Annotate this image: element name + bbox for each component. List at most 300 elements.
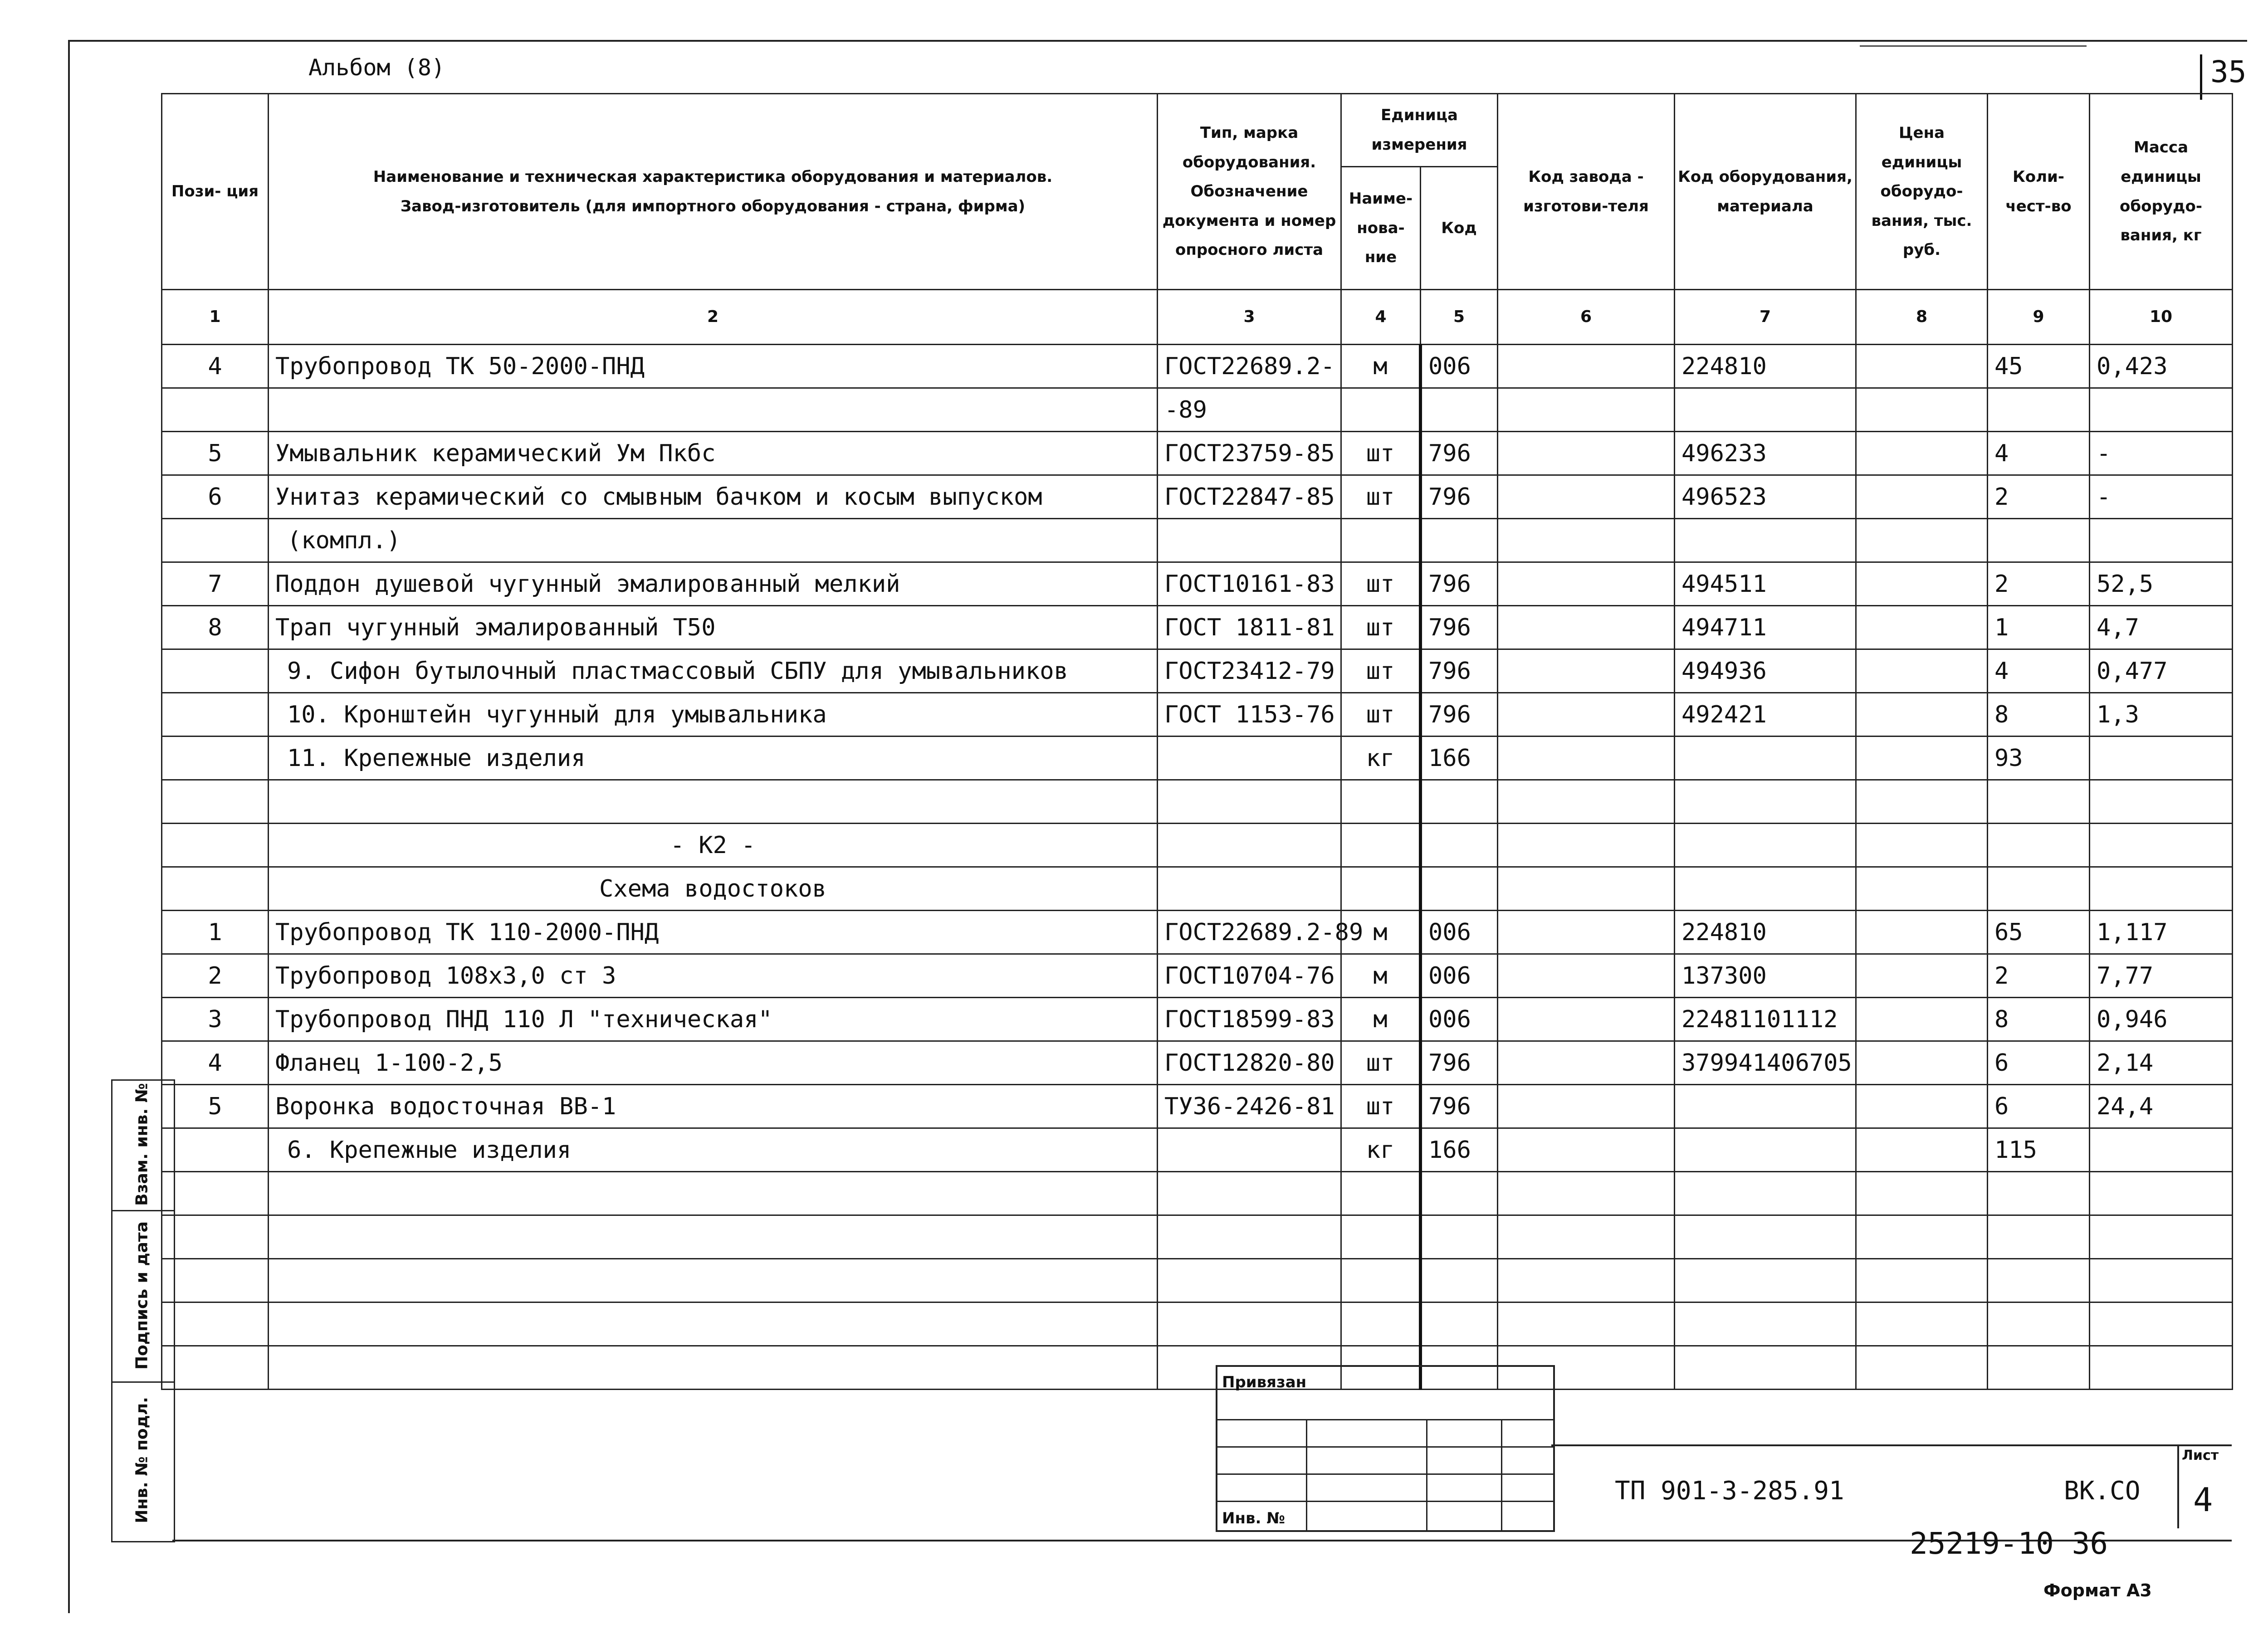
row-name: Трубопровод ТК 50-2000-ПНД — [269, 345, 1158, 388]
row-factory-code — [1498, 475, 1675, 519]
row-quantity: 2 — [1988, 475, 2090, 519]
row-mass: 0,477 — [2090, 649, 2233, 693]
row-unit — [1341, 780, 1421, 824]
stamp-line — [1217, 1501, 1553, 1502]
col-unit-header: Единица измерения — [1341, 94, 1498, 167]
row-factory-code — [1498, 1041, 1675, 1085]
row-factory-code — [1498, 780, 1675, 824]
row-document — [1158, 1259, 1341, 1302]
row-item-code: 494511 — [1675, 562, 1856, 606]
side-label-podpis: Подпись и дата — [132, 1221, 152, 1370]
row-name: 9. Сифон бутылочный пластмассовый СБПУ для умывальников — [269, 649, 1158, 693]
row-price — [1856, 954, 1988, 998]
row-position: 8 — [162, 606, 269, 649]
column-number: 1 — [162, 290, 269, 345]
row-unit-code: 796 — [1421, 693, 1498, 737]
row-unit — [1341, 1215, 1421, 1259]
row-unit: м — [1341, 954, 1421, 998]
column-number: 8 — [1856, 290, 1988, 345]
row-mass: 0,946 — [2090, 998, 2233, 1041]
row-quantity: 4 — [1988, 649, 2090, 693]
stamp-divider — [1306, 1419, 1307, 1530]
row-unit-code — [1421, 1215, 1498, 1259]
row-factory-code — [1498, 1172, 1675, 1215]
table-row — [162, 1259, 2233, 1302]
row-name — [269, 1302, 1158, 1346]
row-mass: 7,77 — [2090, 954, 2233, 998]
col-unit-code-header: Код — [1421, 167, 1498, 290]
row-factory-code — [1498, 954, 1675, 998]
row-unit — [1341, 388, 1421, 432]
row-name: Трубопровод 108х3,0 ст 3 — [269, 954, 1158, 998]
row-quantity — [1988, 824, 2090, 867]
row-mass: - — [2090, 475, 2233, 519]
row-quantity — [1988, 388, 2090, 432]
row-mass — [2090, 388, 2233, 432]
row-item-code — [1675, 1259, 1856, 1302]
row-mass — [2090, 1215, 2233, 1259]
row-item-code: 224810 — [1675, 345, 1856, 388]
row-quantity — [1988, 1259, 2090, 1302]
row-item-code: 492421 — [1675, 693, 1856, 737]
row-quantity — [1988, 519, 2090, 562]
row-item-code: 137300 — [1675, 954, 1856, 998]
col-quantity-header: Коли-чест-во — [1988, 94, 2090, 290]
table-row — [162, 1041, 2233, 1085]
row-price — [1856, 1128, 1988, 1172]
row-position — [162, 1302, 269, 1346]
row-mass — [2090, 780, 2233, 824]
table-row — [162, 824, 2233, 867]
column-number: 3 — [1158, 290, 1341, 345]
row-name — [269, 1259, 1158, 1302]
row-factory-code — [1498, 345, 1675, 388]
row-price — [1856, 780, 1988, 824]
row-quantity — [1988, 1302, 2090, 1346]
row-item-code — [1675, 388, 1856, 432]
row-name — [269, 780, 1158, 824]
row-document — [1158, 1172, 1341, 1215]
table-row — [162, 693, 2233, 737]
row-document: ГОСТ23412-79 — [1158, 649, 1341, 693]
row-item-code — [1675, 867, 1856, 911]
row-name: Умывальник керамический Ум Пкбс — [269, 432, 1158, 475]
row-name — [269, 388, 1158, 432]
row-quantity: 65 — [1988, 911, 2090, 954]
row-position — [162, 737, 269, 780]
row-unit: м — [1341, 998, 1421, 1041]
col-name-header-line1: Наименование и техническая характеристика оборудования и материалов. — [373, 167, 1053, 186]
column-number: 5 — [1421, 290, 1498, 345]
row-unit-code — [1421, 1172, 1498, 1215]
col-item-code-header: Код оборудования, материала — [1675, 94, 1856, 290]
row-price — [1856, 1346, 1988, 1390]
row-price — [1856, 519, 1988, 562]
row-unit-code: 796 — [1421, 606, 1498, 649]
row-document: ГОСТ22847-85 — [1158, 475, 1341, 519]
row-unit — [1341, 1259, 1421, 1302]
row-factory-code — [1498, 824, 1675, 867]
table-row — [162, 954, 2233, 998]
row-unit-code: 006 — [1421, 911, 1498, 954]
row-mass: - — [2090, 432, 2233, 475]
row-name — [269, 1215, 1158, 1259]
row-quantity: 1 — [1988, 606, 2090, 649]
row-mass: 24,4 — [2090, 1085, 2233, 1128]
row-mass: 1,3 — [2090, 693, 2233, 737]
row-item-code: 494711 — [1675, 606, 1856, 649]
row-price — [1856, 475, 1988, 519]
row-position: 6 — [162, 475, 269, 519]
row-mass — [2090, 824, 2233, 867]
row-document: ГОСТ22689.2-89 — [1158, 911, 1341, 954]
stamp-line — [1217, 1446, 1553, 1448]
table-row — [162, 345, 2233, 388]
privyazan-label: Привязан — [1222, 1373, 1307, 1391]
page-number: 35 — [2200, 54, 2246, 100]
row-position — [162, 1259, 269, 1302]
row-item-code — [1675, 824, 1856, 867]
row-factory-code — [1498, 562, 1675, 606]
column-number: 2 — [269, 290, 1158, 345]
row-unit-code — [1421, 388, 1498, 432]
row-document: ТУ36-2426-81 — [1158, 1085, 1341, 1128]
row-quantity — [1988, 1346, 2090, 1390]
row-unit: м — [1341, 345, 1421, 388]
row-price — [1856, 1302, 1988, 1346]
table-row — [162, 475, 2233, 519]
row-item-code — [1675, 1346, 1856, 1390]
column-number: 7 — [1675, 290, 1856, 345]
album-title: Альбом (8) — [308, 54, 445, 81]
row-item-code — [1675, 1085, 1856, 1128]
row-unit-code: 796 — [1421, 562, 1498, 606]
row-mass — [2090, 519, 2233, 562]
col-type-header: Тип, марка оборудования. Обозначение документа и номер опросного листа — [1158, 94, 1341, 290]
table-row — [162, 911, 2233, 954]
table-row — [162, 1085, 2233, 1128]
row-position — [162, 780, 269, 824]
row-name: - К2 - — [269, 824, 1158, 867]
specification-table — [161, 93, 2233, 1390]
table-row — [162, 562, 2233, 606]
col-factory-code-header: Код завода - изготови-теля — [1498, 94, 1675, 290]
row-position — [162, 1128, 269, 1172]
row-name: Трап чугунный эмалированный Т50 — [269, 606, 1158, 649]
row-unit-code — [1421, 780, 1498, 824]
row-price — [1856, 649, 1988, 693]
row-item-code: 494936 — [1675, 649, 1856, 693]
row-factory-code — [1498, 388, 1675, 432]
row-factory-code — [1498, 1302, 1675, 1346]
row-factory-code — [1498, 432, 1675, 475]
row-unit: шт — [1341, 432, 1421, 475]
row-unit: шт — [1341, 649, 1421, 693]
row-factory-code — [1498, 693, 1675, 737]
row-position — [162, 867, 269, 911]
row-unit: м — [1341, 911, 1421, 954]
row-document: ГОСТ10704-76 — [1158, 954, 1341, 998]
table-row — [162, 1172, 2233, 1215]
row-document — [1158, 1302, 1341, 1346]
row-item-code — [1675, 737, 1856, 780]
row-item-code: 224810 — [1675, 911, 1856, 954]
row-factory-code — [1498, 1259, 1675, 1302]
row-name: 11. Крепежные изделия — [269, 737, 1158, 780]
row-factory-code — [1498, 737, 1675, 780]
row-price — [1856, 911, 1988, 954]
table-row — [162, 998, 2233, 1041]
row-position: 5 — [162, 1085, 269, 1128]
row-quantity: 6 — [1988, 1085, 2090, 1128]
row-price — [1856, 1259, 1988, 1302]
row-factory-code — [1498, 606, 1675, 649]
row-unit-code — [1421, 519, 1498, 562]
table-row — [162, 1215, 2233, 1259]
table-row — [162, 388, 2233, 432]
column-number: 10 — [2090, 290, 2233, 345]
row-position: 4 — [162, 345, 269, 388]
row-factory-code — [1498, 911, 1675, 954]
col-price-header: Цена единицы оборудо-вания, тыс. руб. — [1856, 94, 1988, 290]
row-name: 6. Крепежные изделия — [269, 1128, 1158, 1172]
row-mass — [2090, 737, 2233, 780]
row-document: ГОСТ10161-83 — [1158, 562, 1341, 606]
row-price — [1856, 345, 1988, 388]
row-name: Поддон душевой чугунный эмалированный мелкий — [269, 562, 1158, 606]
row-unit-code: 796 — [1421, 1041, 1498, 1085]
row-unit-code: 166 — [1421, 737, 1498, 780]
row-quantity: 6 — [1988, 1041, 2090, 1085]
table-row — [162, 737, 2233, 780]
row-position: 4 — [162, 1041, 269, 1085]
side-label-vzam: Взам. инв. № — [132, 1083, 152, 1206]
top-divider — [1860, 45, 2087, 47]
row-unit-code: 006 — [1421, 998, 1498, 1041]
table-row — [162, 1128, 2233, 1172]
row-position — [162, 1346, 269, 1390]
row-name — [269, 1346, 1158, 1390]
row-unit-code: 796 — [1421, 475, 1498, 519]
side-label-inv: Инв. № подл. — [132, 1397, 152, 1523]
row-unit-code: 796 — [1421, 1085, 1498, 1128]
row-factory-code — [1498, 1128, 1675, 1172]
row-mass — [2090, 1128, 2233, 1172]
row-document: ГОСТ12820-80 — [1158, 1041, 1341, 1085]
row-name: (компл.) — [269, 519, 1158, 562]
row-unit: кг — [1341, 1128, 1421, 1172]
row-item-code — [1675, 780, 1856, 824]
sheet-number: 4 — [2193, 1481, 2213, 1519]
row-unit-code: 796 — [1421, 649, 1498, 693]
col-mass-header: Масса единицы оборудо-вания, кг — [2090, 94, 2233, 290]
row-price — [1856, 867, 1988, 911]
column-number: 6 — [1498, 290, 1675, 345]
table-row — [162, 780, 2233, 824]
sheet-label: Лист — [2182, 1448, 2219, 1463]
row-factory-code — [1498, 1085, 1675, 1128]
row-name: 10. Кронштейн чугунный для умывальника — [269, 693, 1158, 737]
privyazan-stamp — [1216, 1365, 1555, 1532]
row-document: ГОСТ18599-83 — [1158, 998, 1341, 1041]
row-quantity — [1988, 780, 2090, 824]
row-factory-code — [1498, 867, 1675, 911]
row-factory-code — [1498, 519, 1675, 562]
row-item-code: 496523 — [1675, 475, 1856, 519]
row-unit-code — [1421, 1302, 1498, 1346]
row-position — [162, 388, 269, 432]
stamp-line — [1217, 1473, 1553, 1475]
row-position — [162, 649, 269, 693]
row-mass: 4,7 — [2090, 606, 2233, 649]
paper-format: Формат А3 — [2043, 1580, 2152, 1600]
row-name: Унитаз керамический со смывным бачком и косым выпуском — [269, 475, 1158, 519]
row-position — [162, 693, 269, 737]
row-unit-code — [1421, 824, 1498, 867]
row-unit — [1341, 824, 1421, 867]
row-unit: шт — [1341, 562, 1421, 606]
row-unit: шт — [1341, 475, 1421, 519]
row-document: -89 — [1158, 388, 1341, 432]
row-item-code — [1675, 519, 1856, 562]
table-row — [162, 1302, 2233, 1346]
row-quantity: 2 — [1988, 954, 2090, 998]
side-cell-inv — [112, 1383, 174, 1539]
row-price — [1856, 1172, 1988, 1215]
stamp-line — [1217, 1419, 1553, 1420]
row-unit — [1341, 519, 1421, 562]
row-item-code — [1675, 1172, 1856, 1215]
row-document: ГОСТ23759-85 — [1158, 432, 1341, 475]
row-unit-code — [1421, 867, 1498, 911]
row-price — [1856, 562, 1988, 606]
row-unit-code — [1421, 1259, 1498, 1302]
row-quantity — [1988, 1172, 2090, 1215]
column-number-row — [162, 290, 2233, 345]
row-document — [1158, 519, 1341, 562]
row-unit: шт — [1341, 1041, 1421, 1085]
row-unit-code: 006 — [1421, 954, 1498, 998]
row-name: Схема водостоков — [269, 867, 1158, 911]
row-mass — [2090, 1302, 2233, 1346]
row-name — [269, 1172, 1158, 1215]
row-name: Воронка водосточная ВВ-1 — [269, 1085, 1158, 1128]
row-unit-code: 166 — [1421, 1128, 1498, 1172]
row-position: 7 — [162, 562, 269, 606]
row-price — [1856, 824, 1988, 867]
row-item-code — [1675, 1302, 1856, 1346]
table-row — [162, 606, 2233, 649]
row-item-code: 496233 — [1675, 432, 1856, 475]
row-unit: шт — [1341, 606, 1421, 649]
row-price — [1856, 388, 1988, 432]
row-mass — [2090, 1259, 2233, 1302]
row-unit: шт — [1341, 1085, 1421, 1128]
table-row — [162, 519, 2233, 562]
row-mass — [2090, 1346, 2233, 1390]
row-item-code — [1675, 1128, 1856, 1172]
doc-code: ТП 901-3-285.91 — [1615, 1476, 1844, 1506]
row-name: Трубопровод ПНД 110 Л "техническая" — [269, 998, 1158, 1041]
stamp-divider — [1426, 1419, 1427, 1530]
stamp-divider — [1501, 1419, 1502, 1530]
row-quantity: 93 — [1988, 737, 2090, 780]
row-document: ГОСТ 1811-81 — [1158, 606, 1341, 649]
row-position — [162, 1172, 269, 1215]
row-mass: 52,5 — [2090, 562, 2233, 606]
column-number: 9 — [1988, 290, 2090, 345]
row-quantity: 4 — [1988, 432, 2090, 475]
row-price — [1856, 432, 1988, 475]
col-name-header-line2: Завод-изготовитель (для импортного оборудования - страна, фирма) — [400, 197, 1026, 215]
row-price — [1856, 693, 1988, 737]
row-price — [1856, 606, 1988, 649]
row-item-code: 379941406705 — [1675, 1041, 1856, 1085]
row-unit: шт — [1341, 693, 1421, 737]
row-position — [162, 519, 269, 562]
column-number: 4 — [1341, 290, 1421, 345]
table-row — [162, 867, 2233, 911]
row-position: 2 — [162, 954, 269, 998]
row-name: Фланец 1-100-2,5 — [269, 1041, 1158, 1085]
row-document — [1158, 867, 1341, 911]
row-unit-code: 796 — [1421, 432, 1498, 475]
row-position — [162, 824, 269, 867]
row-quantity — [1988, 1215, 2090, 1259]
row-name: Трубопровод ТК 110-2000-ПНД — [269, 911, 1158, 954]
row-unit — [1341, 1172, 1421, 1215]
row-price — [1856, 737, 1988, 780]
row-document — [1158, 824, 1341, 867]
table-row — [162, 1346, 2233, 1390]
row-price — [1856, 1085, 1988, 1128]
row-document — [1158, 1215, 1341, 1259]
table-row — [162, 649, 2233, 693]
row-position: 5 — [162, 432, 269, 475]
row-mass: 1,117 — [2090, 911, 2233, 954]
row-mass: 2,14 — [2090, 1041, 2233, 1085]
row-document: ГОСТ22689.2- — [1158, 345, 1341, 388]
row-unit: кг — [1341, 737, 1421, 780]
row-price — [1856, 1041, 1988, 1085]
col-unit-name-header: Наиме-нова-ние — [1341, 167, 1421, 290]
row-unit — [1341, 1302, 1421, 1346]
row-mass — [2090, 867, 2233, 911]
row-factory-code — [1498, 998, 1675, 1041]
row-quantity: 45 — [1988, 345, 2090, 388]
row-price — [1856, 998, 1988, 1041]
row-position — [162, 1215, 269, 1259]
table-row — [162, 432, 2233, 475]
doc-section: ВК.СО — [2064, 1476, 2141, 1506]
inv-no-label: Инв. № — [1222, 1509, 1286, 1527]
row-factory-code — [1498, 649, 1675, 693]
row-position: 3 — [162, 998, 269, 1041]
row-unit-code: 006 — [1421, 345, 1498, 388]
row-quantity: 115 — [1988, 1128, 2090, 1172]
row-price — [1856, 1215, 1988, 1259]
row-unit — [1341, 867, 1421, 911]
row-quantity — [1988, 867, 2090, 911]
row-document — [1158, 780, 1341, 824]
side-stamp — [111, 1079, 175, 1542]
row-item-code — [1675, 1215, 1856, 1259]
col-position-header: Пози- ция — [162, 94, 269, 290]
row-mass — [2090, 1172, 2233, 1215]
row-quantity: 8 — [1988, 998, 2090, 1041]
row-document: ГОСТ 1153-76 — [1158, 693, 1341, 737]
row-document — [1158, 1128, 1341, 1172]
